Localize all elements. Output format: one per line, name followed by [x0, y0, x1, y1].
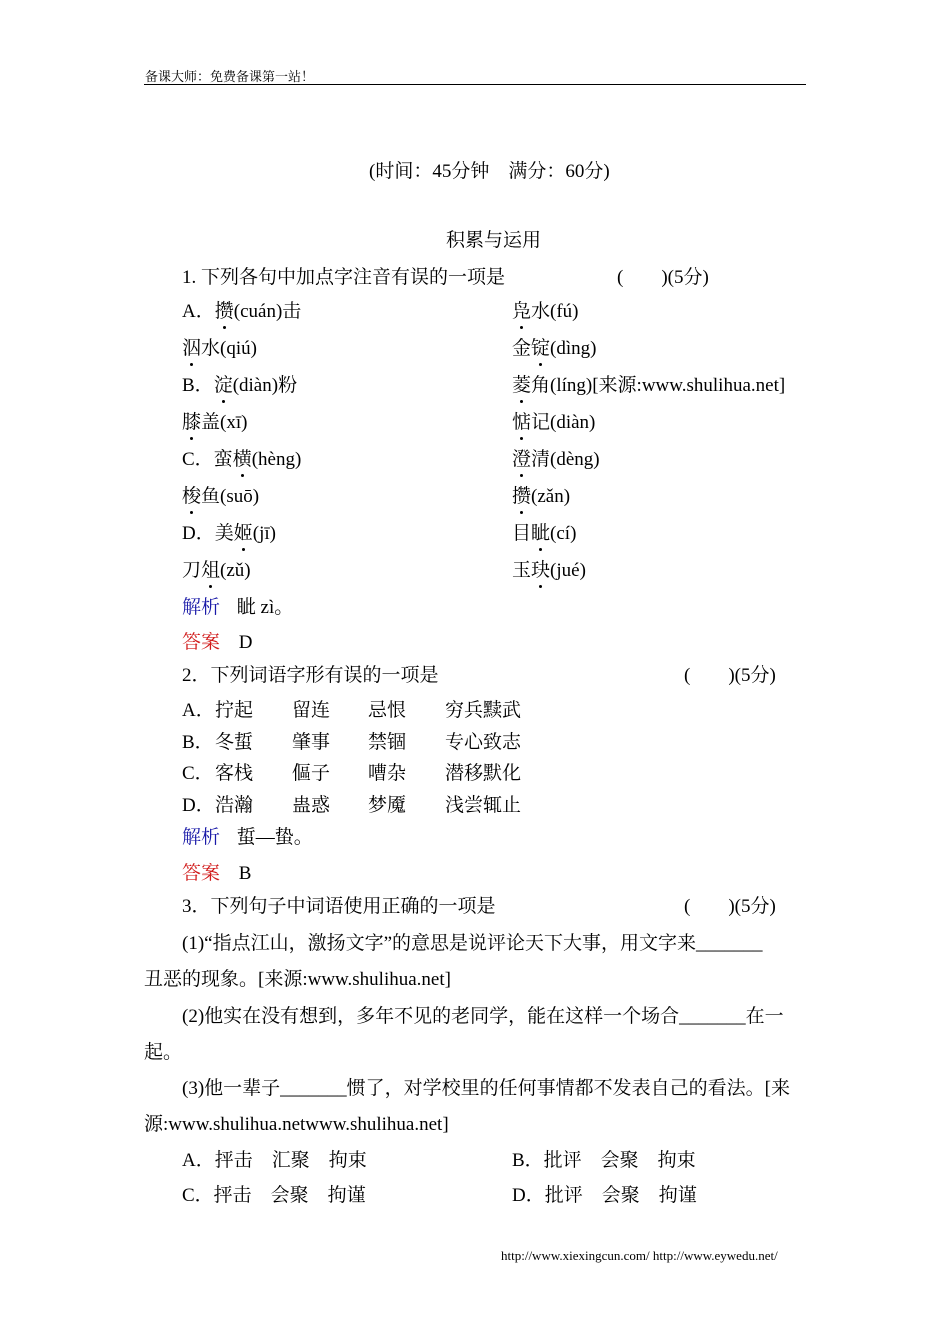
q3-sentence-2-cont: 起。	[144, 1042, 183, 1063]
answer-text: D	[238, 632, 253, 653]
option-pinyin: (cí)	[550, 523, 577, 544]
dotted-character: 姬	[234, 518, 253, 545]
option-pinyin: (hèng)	[251, 449, 302, 470]
option-prefix: 金	[512, 338, 532, 359]
analysis-label: 解析	[182, 597, 221, 618]
q1-option-item	[182, 444, 301, 471]
q1-option-item	[182, 333, 257, 360]
q2-analysis	[182, 822, 313, 849]
option-pinyin: 水(qiú)	[201, 338, 257, 359]
option-pinyin: (dìng)	[550, 338, 597, 359]
option-prefix: 目	[512, 523, 532, 544]
q2-option-label: B．	[182, 732, 214, 753]
q1-option-item	[512, 370, 785, 397]
q1-option-item	[182, 555, 251, 582]
dotted-character: 攒	[512, 481, 531, 508]
dotted-character: 攒	[215, 296, 234, 323]
dotted-character: 横	[233, 444, 252, 471]
q1-option-item	[512, 407, 595, 434]
q2-option-word: 肇事	[292, 732, 331, 753]
dotted-character: 玦	[531, 555, 550, 582]
q2-score: ( )(5分)	[684, 665, 776, 686]
dotted-character: 梭	[182, 481, 201, 508]
option-prefix: 玉	[512, 560, 532, 581]
q2-option-word: 嘈杂	[368, 763, 407, 784]
answer-label: 答案	[182, 632, 221, 653]
q2-option-word: 潜移默化	[445, 763, 522, 784]
q3-sentence-1: (1)“指点江山，激扬文字”的意思是说评论天下大事，用文字来_______	[182, 933, 763, 954]
q1-analysis	[182, 592, 293, 619]
option-prefix: 刀	[182, 560, 202, 581]
header-rule	[144, 84, 806, 85]
option-prefix: C．蛮	[182, 449, 233, 470]
q3-option-b: B．批评 会聚 拘束	[512, 1150, 696, 1171]
q1-option-item	[182, 370, 297, 397]
option-pinyin: 角(líng)[来源:www.shulihua.net]	[531, 375, 786, 396]
option-prefix: B．	[182, 375, 214, 396]
option-prefix: A．	[182, 301, 215, 322]
q1-option-item	[512, 518, 576, 545]
analysis-text: 眦 zì。	[236, 597, 294, 618]
exam-info: (时间：45分钟 满分：60分)	[369, 161, 610, 182]
dotted-character: 菱	[512, 370, 531, 397]
option-pinyin: (cuán)击	[233, 301, 302, 322]
q3-option-a: A．抨击 汇聚 拘束	[182, 1150, 367, 1171]
q1-option-item	[512, 333, 596, 360]
q2-option-word: 梦魇	[368, 795, 407, 816]
q1-option-item	[512, 555, 586, 582]
option-pinyin: (jué)	[550, 560, 586, 581]
q1-option-item	[182, 407, 247, 434]
q3-sentence-1-cont: 丑恶的现象。[来源:www.shulihua.net]	[144, 969, 451, 990]
option-pinyin: 记(diàn)	[531, 412, 596, 433]
section-title: 积累与运用	[446, 230, 542, 251]
q1-option-item	[182, 296, 301, 323]
q2-option-label: A．	[182, 700, 215, 721]
q2-option-word: 拧起	[215, 700, 254, 721]
q3-option-c: C．抨击 会聚 拘谨	[182, 1185, 366, 1206]
option-pinyin: (jī)	[252, 523, 276, 544]
q3-sentence-2: (2)他实在没有想到，多年不见的老同学，能在这样一个场合_______在一	[182, 1006, 784, 1027]
q2-answer	[182, 858, 251, 885]
dotted-character: 惦	[512, 407, 531, 434]
q1-option-item	[512, 296, 579, 323]
q3-option-d: D．批评 会聚 拘谨	[512, 1185, 697, 1206]
q2-option-word: 忌恨	[368, 700, 407, 721]
dotted-character: 淀	[214, 370, 233, 397]
dotted-character: 锭	[531, 333, 550, 360]
q1-option-item	[512, 444, 600, 471]
analysis-text: 蜇—蛰。	[236, 827, 313, 848]
option-pinyin: 盖(xī)	[201, 412, 248, 433]
option-pinyin: (zǎn)	[531, 486, 571, 507]
option-pinyin: (zǔ)	[220, 560, 251, 581]
dotted-character: 眦	[531, 518, 550, 545]
option-pinyin: (diàn)粉	[232, 375, 298, 396]
option-pinyin: 清(dèng)	[531, 449, 600, 470]
q3-sentence-3: (3)他一辈子_______惯了，对学校里的任何事情都不发表自己的看法。[来	[182, 1078, 790, 1099]
q2-option-word: 蛊惑	[292, 795, 331, 816]
q2-option-word: 穷兵黩武	[445, 700, 522, 721]
answer-text: B	[238, 863, 252, 884]
page-header: 备课大师：免费备课第一站！	[145, 69, 315, 84]
q2-option-word: 专心致志	[445, 732, 522, 753]
option-prefix: D．美	[182, 523, 234, 544]
q1-answer	[182, 627, 253, 654]
q3-score: ( )(5分)	[684, 896, 776, 917]
q2-option-word: 客栈	[215, 763, 254, 784]
dotted-character: 膝	[182, 407, 201, 434]
analysis-label: 解析	[182, 827, 221, 848]
q1-score: ( )(5分)	[617, 267, 709, 288]
q2-option-word: 浩瀚	[215, 795, 254, 816]
q1-option-item	[182, 518, 276, 545]
page-footer: http://www.xiexingcun.com/ http://www.eywedu.net/	[501, 1248, 778, 1263]
q1-stem: 1. 下列各句中加点字注音有误的一项是	[182, 267, 506, 288]
q2-option-word: 冬蜇	[215, 732, 254, 753]
q2-option-word: 留连	[292, 700, 331, 721]
dotted-character: 澄	[512, 444, 531, 471]
dotted-character: 凫	[512, 296, 531, 323]
q3-stem: 3．下列句子中词语使用正确的一项是	[182, 896, 496, 917]
q2-option-label: C．	[182, 763, 214, 784]
q3-sentence-3-cont: 源:www.shulihua.netwww.shulihua.net]	[144, 1114, 449, 1135]
option-pinyin: 水(fú)	[531, 301, 579, 322]
q1-option-item	[182, 481, 259, 508]
dotted-character: 俎	[201, 555, 220, 582]
q2-option-word: 禁锢	[368, 732, 407, 753]
q1-option-item	[512, 481, 570, 508]
q2-option-label: D．	[182, 795, 215, 816]
q2-option-word: 浅尝辄止	[445, 795, 522, 816]
option-pinyin: 鱼(suō)	[201, 486, 260, 507]
dotted-character: 泅	[182, 333, 201, 360]
q2-option-word: 傴子	[292, 763, 331, 784]
answer-label: 答案	[182, 863, 221, 884]
q2-stem: 2．下列词语字形有误的一项是	[182, 665, 439, 686]
